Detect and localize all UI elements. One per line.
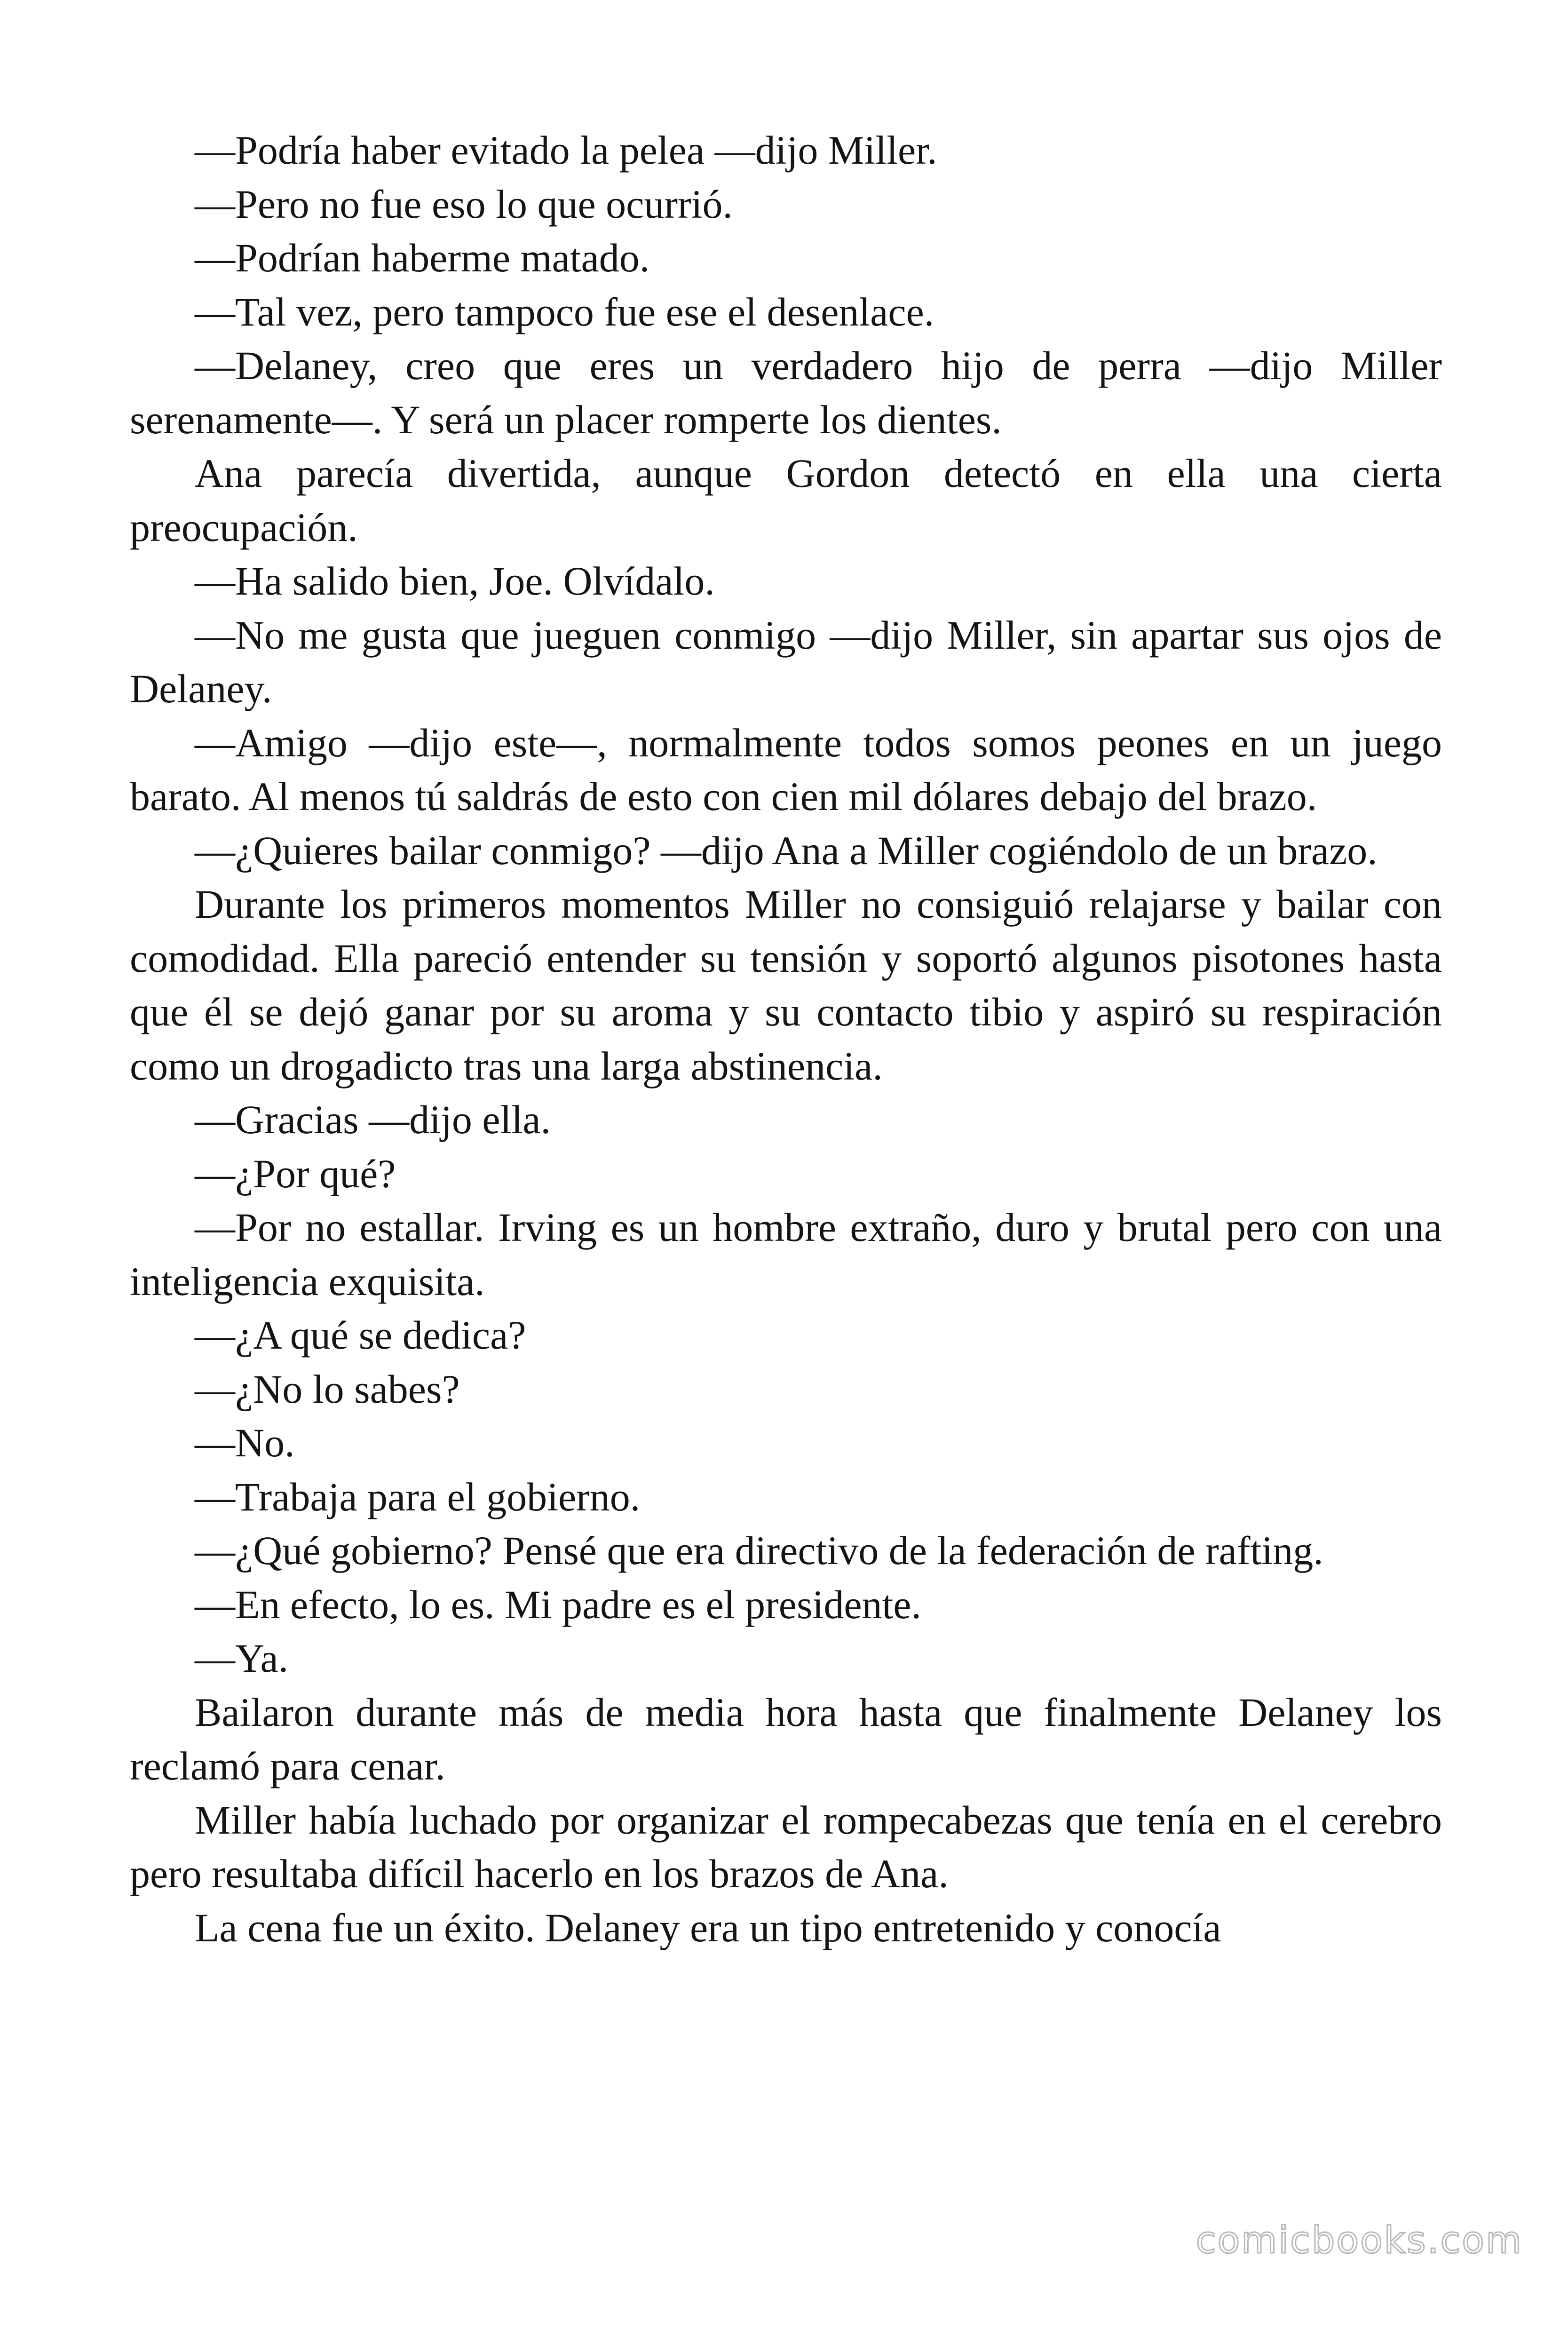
paragraph: Miller había luchado por organizar el rompecabezas que tenía en el cerebro pero resultaba difícil hacerlo en los brazos de Ana.	[130, 1797, 1442, 1896]
paragraph: —No.	[195, 1420, 295, 1465]
paragraph: —Por no estallar. Irving es un hombre extraño, duro y brutal pero con una inteligencia exquisita.	[130, 1205, 1442, 1304]
paragraph: La cena fue un éxito. Delaney era un tipo entretenido y conocía	[195, 1905, 1221, 1950]
paragraph: Ana parecía divertida, aunque Gordon detectó en ella una cierta preocupación.	[130, 451, 1442, 550]
paragraph: —¿No lo sabes?	[195, 1366, 460, 1412]
paragraph: —Podrían haberme matado.	[195, 235, 650, 280]
paragraph: —Ha salido bien, Joe. Olvídalo.	[195, 558, 715, 604]
paragraph: —¿Qué gobierno? Pensé que era directivo de la federación de rafting.	[195, 1528, 1323, 1573]
paragraph: —Amigo —dijo este—, normalmente todos somos peones en un juego barato. Al menos tú saldrás de esto con cien mil dólares debajo del brazo.	[130, 720, 1442, 819]
body-text	[130, 123, 1442, 1955]
paragraph: —Delaney, creo que eres un verdadero hijo de perra —dijo Miller serenamente—. Y será un placer romperte los dientes.	[130, 343, 1442, 442]
paragraph: —Pero no fue eso lo que ocurrió.	[195, 181, 733, 227]
paragraph: —No me gusta que jueguen conmigo —dijo Miller, sin apartar sus ojos de Delaney.	[130, 612, 1442, 711]
paragraph: —Ya.	[195, 1636, 289, 1681]
paragraph: Durante los primeros momentos Miller no consiguió relajarse y bailar con comodidad. Ella pareció entender su tensión y soportó algunos pisotones hasta que él se dejó ganar por su aroma y su contacto tibio y aspiró su respiración como un drogadicto tras una larga abstinencia.	[130, 882, 1442, 1089]
paragraph: —Tal vez, pero tampoco fue ese el desenlace.	[195, 289, 934, 334]
site-watermark: comicbooks.com	[1196, 2219, 1523, 2262]
paragraph: —En efecto, lo es. Mi padre es el presidente.	[195, 1581, 922, 1627]
paragraph: —¿Por qué?	[195, 1151, 396, 1196]
paragraph: —Gracias —dijo ella.	[195, 1097, 551, 1142]
paragraph: Bailaron durante más de media hora hasta que finalmente Delaney los reclamó para cenar.	[130, 1689, 1442, 1788]
paragraph: —Podría haber evitado la pelea —dijo Miller.	[195, 127, 937, 173]
paragraph: —¿Quieres bailar conmigo? —dijo Ana a Miller cogiéndolo de un brazo.	[195, 827, 1378, 873]
paragraph: —¿A qué se dedica?	[195, 1312, 526, 1358]
paragraph: —Trabaja para el gobierno.	[195, 1474, 641, 1519]
